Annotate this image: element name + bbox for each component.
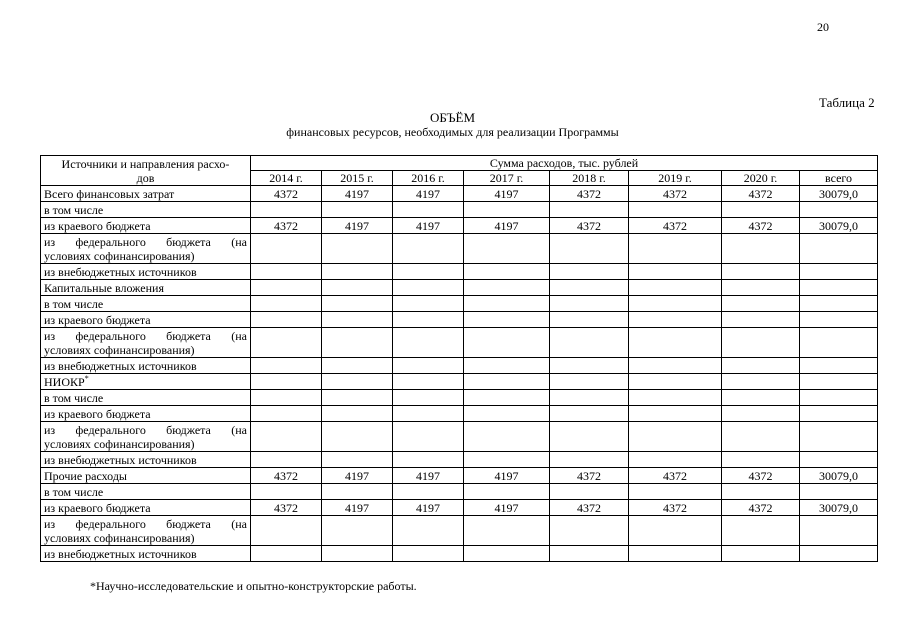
value-cell: 4197 [393,500,464,516]
value-cell [800,484,878,500]
header-sources-column [41,156,251,186]
row-label-cell [41,546,251,562]
value-cell [322,374,393,390]
value-cell [393,546,464,562]
value-cell: 4197 [393,218,464,234]
row-label-word: из [44,422,56,437]
value-cell [629,312,722,328]
value-cell [550,546,629,562]
row-label-word: бюджета [166,328,211,343]
value-cell [322,202,393,218]
header-sources-line2: дов [136,170,155,185]
value-cell [393,202,464,218]
value-cell [464,374,550,390]
value-cell [251,546,322,562]
value-cell [722,422,800,452]
value-cell [251,422,322,452]
value-cell [629,546,722,562]
value-cell [800,202,878,218]
value-cell [393,312,464,328]
row-label-word: федерального [75,516,146,531]
row-label-word: бюджета [166,422,211,437]
table-row [41,422,878,452]
value-cell [800,358,878,374]
row-label-cell [41,374,251,390]
table-row [41,296,878,312]
value-cell [722,234,800,264]
header-year-cell: 2017 г. [464,171,550,186]
footnote-mark: * [84,373,89,383]
value-cell [629,406,722,422]
row-label-cell [41,422,251,452]
value-cell [550,202,629,218]
value-cell [800,422,878,452]
value-cell [464,280,550,296]
header-year-cell: всего [800,171,878,186]
value-cell: 4197 [464,186,550,202]
value-cell [550,280,629,296]
table-row [41,500,878,516]
page-number: 20 [817,20,829,34]
value-cell [393,406,464,422]
value-cell [629,452,722,468]
value-cell [550,296,629,312]
value-cell [550,374,629,390]
value-cell [322,312,393,328]
header-year-cell: 2019 г. [629,171,722,186]
value-cell [550,406,629,422]
table-title: ОБЪЁМ [429,110,476,125]
value-cell [393,234,464,264]
value-cell [251,390,322,406]
row-label-word: федерального [75,234,146,249]
value-cell: 4197 [464,500,550,516]
value-cell [322,264,393,280]
value-cell [322,406,393,422]
value-cell [393,296,464,312]
value-cell: 4197 [322,500,393,516]
value-cell [550,422,629,452]
table-row [41,484,878,500]
value-cell [722,390,800,406]
table-row [41,390,878,406]
value-cell [550,312,629,328]
table-row [41,452,878,468]
row-label-line2: условиях софинансирования) [44,530,195,545]
row-label-cell [41,484,251,500]
value-cell [550,264,629,280]
header-sources-line1: Источники и направления расхо- [61,156,230,171]
row-label-word: (на [231,422,247,437]
value-cell [251,358,322,374]
value-cell [800,546,878,562]
table-row [41,218,878,234]
value-cell [722,374,800,390]
value-cell: 4372 [251,500,322,516]
row-label-word: бюджета [166,516,211,531]
row-label-cell [41,218,251,234]
table-row [41,546,878,562]
value-cell [550,328,629,358]
row-label-cell [41,390,251,406]
row-label-cell [41,406,251,422]
value-cell [464,452,550,468]
table-row [41,358,878,374]
value-cell [800,234,878,264]
row-label-cell [41,280,251,296]
row-label-word: (на [231,328,247,343]
row-label-line1 [44,423,247,437]
value-cell [251,280,322,296]
value-cell [629,516,722,546]
value-cell [629,484,722,500]
value-cell [393,484,464,500]
table-subtitle: финансовых ресурсов, необходимых для реализации Программы [286,125,619,139]
value-cell: 4197 [464,218,550,234]
value-cell [629,280,722,296]
value-cell: 4372 [722,468,800,484]
value-cell [393,422,464,452]
value-cell [251,234,322,264]
value-cell [722,484,800,500]
table-row [41,280,878,296]
table-row [41,406,878,422]
value-cell [464,390,550,406]
value-cell [800,280,878,296]
value-cell [464,312,550,328]
value-cell [251,516,322,546]
value-cell [393,374,464,390]
row-label: из краевого бюджета [44,500,151,515]
row-label: из внебюджетных источников [44,452,197,467]
value-cell: 4372 [629,186,722,202]
value-cell [464,234,550,264]
value-cell [322,452,393,468]
value-cell [393,280,464,296]
value-cell [629,202,722,218]
value-cell: 4372 [722,186,800,202]
row-label: из краевого бюджета [44,218,151,233]
header-year-cell: 2015 г. [322,171,393,186]
value-cell [722,406,800,422]
value-cell: 4372 [722,500,800,516]
row-label-line1 [44,235,247,249]
value-cell [322,422,393,452]
value-cell [464,406,550,422]
value-cell [251,328,322,358]
value-cell: 30079,0 [800,218,878,234]
value-cell [464,516,550,546]
row-label-line2: условиях софинансирования) [44,342,195,357]
value-cell: 4372 [629,468,722,484]
value-cell [800,406,878,422]
value-cell: 4372 [550,218,629,234]
value-cell [322,234,393,264]
value-cell [464,422,550,452]
value-cell [722,546,800,562]
value-cell [550,358,629,374]
table-row [41,264,878,280]
value-cell [393,452,464,468]
value-cell [629,374,722,390]
header-year-cell: 2020 г. [722,171,800,186]
financial-resources-table [40,155,878,562]
row-label: в том числе [44,484,104,499]
row-label: из внебюджетных источников [44,264,197,279]
value-cell [800,328,878,358]
value-cell: 4372 [550,186,629,202]
value-cell: 4197 [393,186,464,202]
row-label-cell [41,452,251,468]
value-cell [322,328,393,358]
value-cell [722,516,800,546]
row-label-cell [41,234,251,264]
value-cell [550,484,629,500]
value-cell [722,280,800,296]
row-label-cell [41,202,251,218]
row-label-word: федерального [75,328,146,343]
row-label-word: из [44,328,56,343]
value-cell: 4197 [464,468,550,484]
row-label: в том числе [44,296,104,311]
value-cell [629,422,722,452]
value-cell: 30079,0 [800,468,878,484]
row-label: из внебюджетных источников [44,546,197,561]
row-label: Капитальные вложения [44,280,164,295]
row-label: в том числе [44,202,104,217]
value-cell: 30079,0 [800,500,878,516]
row-label-word: из [44,516,56,531]
value-cell [800,312,878,328]
value-cell [322,280,393,296]
value-cell [393,516,464,546]
value-cell [322,516,393,546]
value-cell [322,358,393,374]
value-cell [800,452,878,468]
row-label-word: из [44,234,56,249]
footnote: *Научно-исследовательские и опытно-конструкторские работы. [90,579,417,593]
value-cell: 4372 [629,218,722,234]
value-cell [722,358,800,374]
value-cell [322,296,393,312]
value-cell [464,484,550,500]
value-cell [550,516,629,546]
row-label-word: (на [231,234,247,249]
value-cell [251,264,322,280]
value-cell [393,264,464,280]
value-cell [800,374,878,390]
header-year-cell: 2014 г. [251,171,322,186]
row-label-word: федерального [75,422,146,437]
table-row [41,374,878,390]
value-cell: 4197 [393,468,464,484]
value-cell [800,516,878,546]
value-cell [722,296,800,312]
value-cell [251,484,322,500]
value-cell [629,264,722,280]
row-label: в том числе [44,390,104,405]
row-label-word: бюджета [166,234,211,249]
value-cell: 4372 [550,468,629,484]
value-cell [629,358,722,374]
row-label-cell [41,312,251,328]
row-label: из внебюджетных источников [44,358,197,373]
value-cell [629,296,722,312]
row-label-word: (на [231,516,247,531]
value-cell [722,452,800,468]
value-cell: 30079,0 [800,186,878,202]
value-cell [722,312,800,328]
value-cell [722,264,800,280]
table-row [41,516,878,546]
row-label-line2: условиях софинансирования) [44,248,195,263]
value-cell [464,202,550,218]
value-cell [800,296,878,312]
value-cell [629,234,722,264]
value-cell: 4197 [322,468,393,484]
value-cell [464,296,550,312]
value-cell [464,546,550,562]
row-label-cell [41,296,251,312]
value-cell [393,358,464,374]
header-year-cell: 2018 г. [550,171,629,186]
header-year-cell: 2016 г. [393,171,464,186]
value-cell [800,390,878,406]
value-cell [251,202,322,218]
value-cell [800,264,878,280]
value-cell [629,390,722,406]
value-cell [722,202,800,218]
row-label-line1 [44,517,247,531]
value-cell [464,328,550,358]
table-row [41,202,878,218]
value-cell: 4372 [251,468,322,484]
row-label: Всего финансовых затрат [44,186,175,201]
value-cell [251,374,322,390]
value-cell: 4372 [722,218,800,234]
value-cell [251,296,322,312]
row-label-cell [41,516,251,546]
row-label-cell [41,468,251,484]
row-label: Прочие расходы [44,468,127,483]
row-label-cell [41,358,251,374]
row-label: из краевого бюджета [44,406,151,421]
value-cell [322,390,393,406]
value-cell [722,328,800,358]
value-cell: 4372 [251,218,322,234]
value-cell [393,328,464,358]
table-label: Таблица 2 [819,95,875,110]
value-cell [393,390,464,406]
row-label-line2: условиях софинансирования) [44,436,195,451]
value-cell: 4372 [251,186,322,202]
row-label-cell [41,500,251,516]
value-cell [550,452,629,468]
value-cell [322,546,393,562]
value-cell [464,358,550,374]
row-label: НИОКР [44,374,85,389]
row-label-cell [41,264,251,280]
row-label-line1 [44,329,247,343]
value-cell: 4197 [322,218,393,234]
value-cell: 4372 [629,500,722,516]
table-row [41,312,878,328]
value-cell [464,264,550,280]
value-cell [251,406,322,422]
value-cell [251,452,322,468]
value-cell [550,390,629,406]
table-row [41,468,878,484]
value-cell: 4372 [550,500,629,516]
value-cell [629,328,722,358]
value-cell: 4197 [322,186,393,202]
value-cell [251,312,322,328]
row-label: из краевого бюджета [44,312,151,327]
header-sum-group: Сумма расходов, тыс. рублей [251,156,878,171]
value-cell [550,234,629,264]
table-row [41,234,878,264]
row-label-cell [41,328,251,358]
value-cell [322,484,393,500]
row-label-cell [41,186,251,202]
table-row [41,186,878,202]
table-row [41,328,878,358]
